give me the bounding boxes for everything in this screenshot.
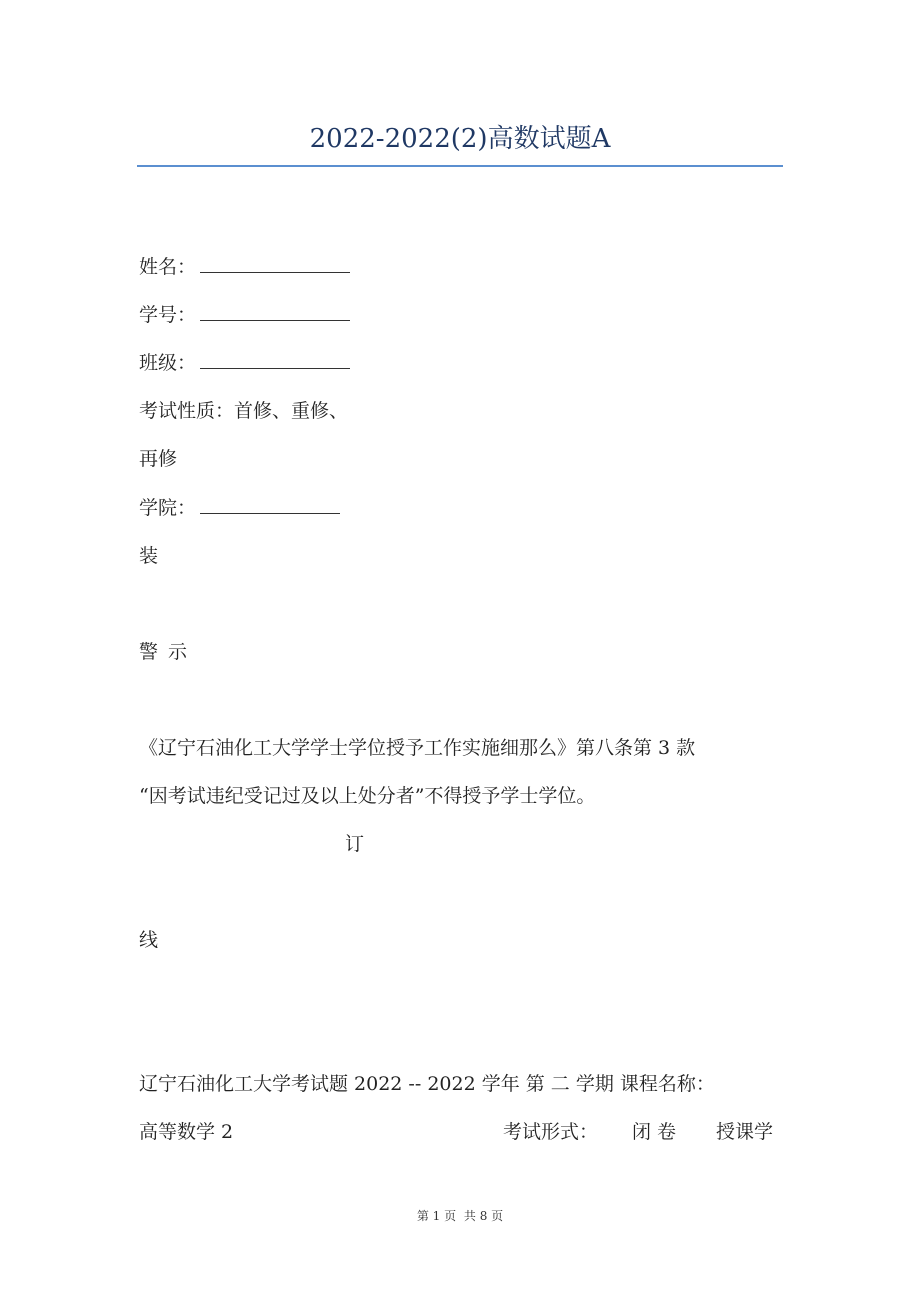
- college-blank[interactable]: [200, 495, 340, 514]
- name-field: [139, 252, 350, 279]
- exam-type-text: 考试性质：首修、重修、: [139, 400, 349, 422]
- course-name: 高等数学 2: [139, 1121, 234, 1143]
- student-id-field: [139, 300, 350, 327]
- class-field: [139, 348, 350, 375]
- document-title: 2022-2022(2)高数试题A: [309, 124, 611, 154]
- page-number: 第 1 页: [416, 1209, 457, 1223]
- page-footer: [0, 1207, 920, 1224]
- exam-type-continued: 再修: [139, 448, 178, 470]
- exam-form-value: 闭 卷: [632, 1121, 677, 1143]
- student-id-blank[interactable]: [200, 302, 350, 321]
- class-label: 班级：: [139, 352, 197, 374]
- binding-mark-zhuang: 装: [139, 545, 159, 567]
- warning-heading: 警 示: [139, 641, 190, 663]
- title-divider: [137, 165, 783, 167]
- teacher-label: 授课学: [716, 1121, 774, 1143]
- warning-line-1: 《辽宁石油化工大学学士学位授予工作实施细那么》第八条第 3 款: [139, 737, 696, 759]
- name-label: 姓名：: [139, 256, 197, 278]
- exam-info-line-1: 辽宁石油化工大学考试题 2022 -- 2022 学年 第 二 学期 课程名称：: [139, 1073, 715, 1095]
- binding-mark-ding: 订: [345, 833, 365, 855]
- exam-form-label: 考试形式：: [503, 1121, 599, 1143]
- name-blank[interactable]: [200, 254, 350, 273]
- binding-mark-xian: 线: [139, 929, 159, 951]
- college-field: [139, 493, 340, 520]
- warning-line-2: “因考试违纪受记过及以上处分者”不得授予学士学位。: [139, 785, 596, 807]
- student-id-label: 学号：: [139, 304, 197, 326]
- page-total: 共 8 页: [463, 1209, 504, 1223]
- class-blank[interactable]: [200, 350, 350, 369]
- college-label: 学院：: [139, 497, 197, 519]
